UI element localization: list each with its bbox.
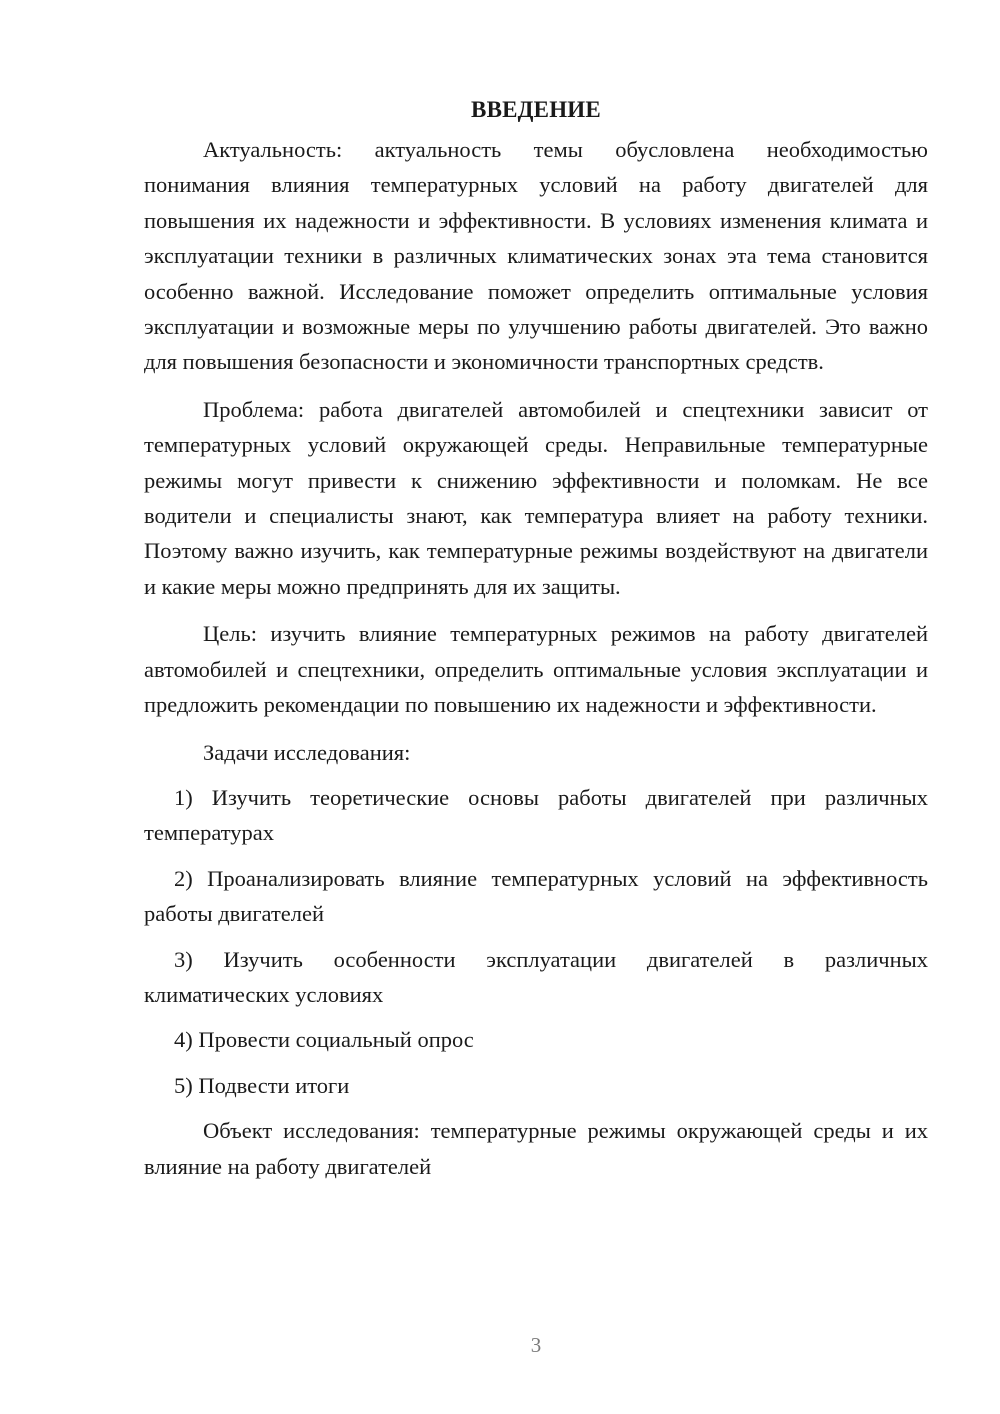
task-item: 1) Изучить теоретические основы работы двигателей при различных температурах xyxy=(144,784,928,846)
task-item: 3) Изучить особенности эксплуатации двигателей в различных климатических условиях xyxy=(144,946,928,1007)
goal-paragraph: Цель: изучить влияние температурных режимов на работу двигателей автомобилей и спецтехники, определить оптимальные условия эксплуатации и предложить рекомендации по повышению их надежности и эффективности. xyxy=(144,621,928,718)
tasks-heading: Задачи исследования: xyxy=(203,739,411,765)
object-paragraph: Объект исследования: температурные режимы окружающей среды и их влияние на работу двигателей xyxy=(144,1118,928,1179)
relevance-paragraph: Актуальность: актуальность темы обусловлена необходимостью понимания влияния температурных условий на работу двигателей для повышения их надежности и эффективности. В условиях изменения климата и эксплуатации техники в различных климатических зонах эта тема становится особенно важной. Исследование поможет определить оптимальные условия эксплуатации и возможные меры по улучшению работы двигателей. Это важно для повышения безопасности и экономичности транспортных средств. xyxy=(144,137,928,375)
document-page xyxy=(144,92,928,1196)
task-item: 4) Провести социальный опрос xyxy=(174,1027,474,1053)
task-item: 2) Проанализировать влияние температурных условий на эффективность работы двигателей xyxy=(144,865,928,927)
section-title: ВВЕДЕНИЕ xyxy=(471,97,601,122)
task-item: 5) Подвести итоги xyxy=(174,1072,350,1098)
problem-paragraph: Проблема: работа двигателей автомобилей и спецтехники зависит от температурных условий окружающей среды. Неправильные температурные режимы могут привести к снижению эффективности и поломкам. Не все водители и специалисты знают, как температура влияет на работу техники. Поэтому важно изучить, как температурные режимы воздействуют на двигатели и какие меры можно предпринять для их защиты. xyxy=(144,396,928,599)
page-number: 3 xyxy=(530,1333,542,1357)
